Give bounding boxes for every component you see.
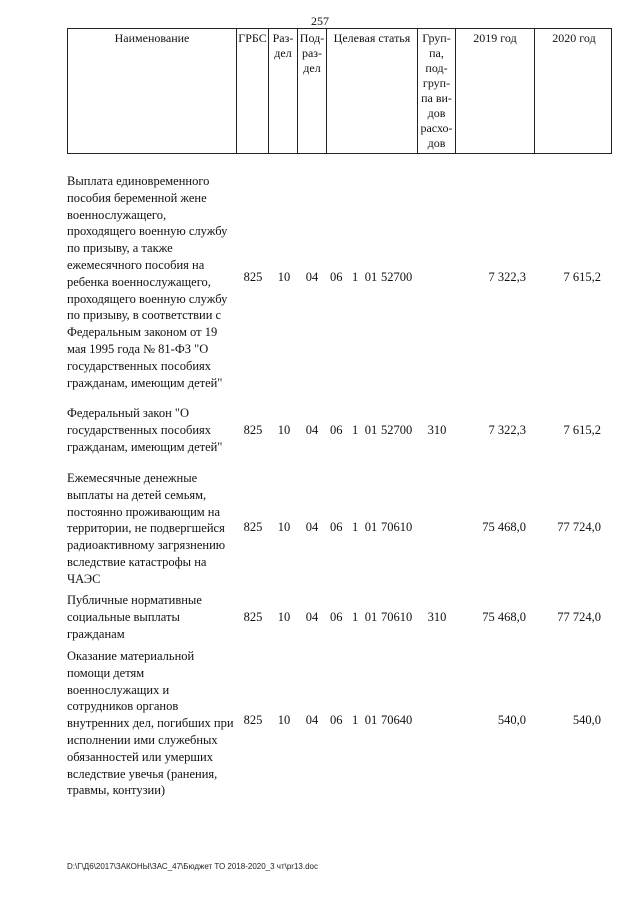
row-2020-value: 540,0 bbox=[572, 713, 601, 727]
row-target-subprogram: 1 bbox=[352, 270, 359, 284]
row-name: Публичные нормативные социальные выплаты гражданам bbox=[67, 593, 202, 641]
row-target-subprogram: 1 bbox=[352, 520, 359, 534]
page-number: 257 bbox=[311, 14, 329, 28]
row-target-event: 01 bbox=[364, 270, 378, 284]
row-target-direction: 70610 bbox=[381, 520, 413, 534]
row-podrazdel: 04 bbox=[305, 423, 319, 437]
row-target-program: 06 bbox=[330, 713, 343, 727]
row-razdel: 10 bbox=[277, 520, 291, 534]
row-target-direction: 52700 bbox=[381, 423, 413, 437]
row-target-direction: 70610 bbox=[381, 610, 413, 624]
header-2019-cell bbox=[455, 29, 534, 153]
row-2020-value: 77 724,0 bbox=[557, 520, 601, 534]
row-2019-value: 7 322,3 bbox=[488, 270, 526, 284]
header-target: Целевая статья bbox=[333, 31, 411, 45]
row-target-event: 01 bbox=[364, 610, 378, 624]
table-row bbox=[0, 173, 640, 390]
row-2020-value: 7 615,2 bbox=[563, 270, 601, 284]
row-target-event: 01 bbox=[364, 713, 378, 727]
header-razdel: Раз- дел bbox=[272, 31, 294, 60]
row-name: Выплата единовременного пособия беременной жене военнослужащего, проходящего военную службу по призыву, а также ежемесячного пособия на ребенка военнослужащего, проходящего военную службу по призыву, в соответствии с Федеральным законом от 19 мая 1995 года № 81-ФЗ "О государственных пособиях гражданам, имеющим детей" bbox=[67, 174, 228, 390]
row-2020-value: 7 615,2 bbox=[563, 423, 601, 437]
row-target-program: 06 bbox=[330, 610, 343, 624]
row-razdel: 10 bbox=[277, 270, 291, 284]
header-grbs-cell bbox=[236, 29, 268, 153]
row-group: 310 bbox=[427, 423, 447, 437]
table-row bbox=[0, 592, 640, 644]
row-target-direction: 70640 bbox=[381, 713, 413, 727]
table-header bbox=[67, 28, 612, 154]
header-name: Наименование bbox=[114, 31, 190, 45]
row-target-event: 01 bbox=[364, 520, 378, 534]
header-2019: 2019 год bbox=[473, 31, 517, 45]
header-group: Груп- па, под- груп- па ви- дов расхо- дов bbox=[420, 31, 453, 150]
row-razdel: 10 bbox=[277, 423, 291, 437]
header-razdel-cell bbox=[268, 29, 297, 153]
header-2020-cell bbox=[534, 29, 613, 153]
row-razdel: 10 bbox=[277, 610, 291, 624]
header-target-cell bbox=[326, 29, 417, 153]
row-name: Ежемесячные денежные выплаты на детей семьям, постоянно проживающим на территории, не подвергшейся радиоактивному загрязнению вследствие катастрофы на ЧАЭС bbox=[67, 471, 226, 586]
row-name: Оказание материальной помощи детям военнослужащих и сотрудников органов внутренних дел, погибших при исполнении ими служебных обязанностей или умерших вследствие увечья (ранения, травмы, контузии) bbox=[67, 649, 234, 798]
header-podrazdel-cell bbox=[297, 29, 326, 153]
row-target-subprogram: 1 bbox=[352, 610, 359, 624]
row-2020-value: 77 724,0 bbox=[557, 610, 601, 624]
row-razdel: 10 bbox=[277, 713, 291, 727]
row-podrazdel: 04 bbox=[305, 713, 319, 727]
row-2019-value: 7 322,3 bbox=[488, 423, 526, 437]
header-2020: 2020 год bbox=[552, 31, 596, 45]
row-podrazdel: 04 bbox=[305, 270, 319, 284]
row-target-subprogram: 1 bbox=[352, 423, 359, 437]
row-2019-value: 75 468,0 bbox=[482, 520, 526, 534]
row-target-direction: 52700 bbox=[381, 270, 413, 284]
row-target-program: 06 bbox=[330, 520, 343, 534]
row-name: Федеральный закон "О государственных пособиях гражданам, имеющим детей" bbox=[67, 406, 223, 454]
header-grbs: ГРБС bbox=[238, 31, 267, 45]
row-target-subprogram: 1 bbox=[352, 713, 359, 727]
row-target-program: 06 bbox=[330, 423, 343, 437]
header-podrazdel: Под- раз- дел bbox=[299, 31, 325, 75]
row-target-event: 01 bbox=[364, 423, 378, 437]
row-grbs: 825 bbox=[243, 520, 263, 534]
file-path-footer: D:\Г\Д6\2017\ЗАКОНЫ\ЗАС_47\Бюджет ТО 2018-2020_3 чт\pr13.doc bbox=[67, 862, 318, 871]
header-group-cell bbox=[417, 29, 455, 153]
row-target-program: 06 bbox=[330, 270, 343, 284]
table-row bbox=[0, 470, 640, 584]
header-name-cell bbox=[68, 29, 236, 153]
row-grbs: 825 bbox=[243, 423, 263, 437]
table-row bbox=[0, 648, 640, 798]
row-grbs: 825 bbox=[243, 270, 263, 284]
row-grbs: 825 bbox=[243, 610, 263, 624]
row-podrazdel: 04 bbox=[305, 520, 319, 534]
row-2019-value: 540,0 bbox=[497, 713, 526, 727]
row-podrazdel: 04 bbox=[305, 610, 319, 624]
row-group: 310 bbox=[427, 610, 447, 624]
table-row bbox=[0, 405, 640, 457]
row-2019-value: 75 468,0 bbox=[482, 610, 526, 624]
row-grbs: 825 bbox=[243, 713, 263, 727]
